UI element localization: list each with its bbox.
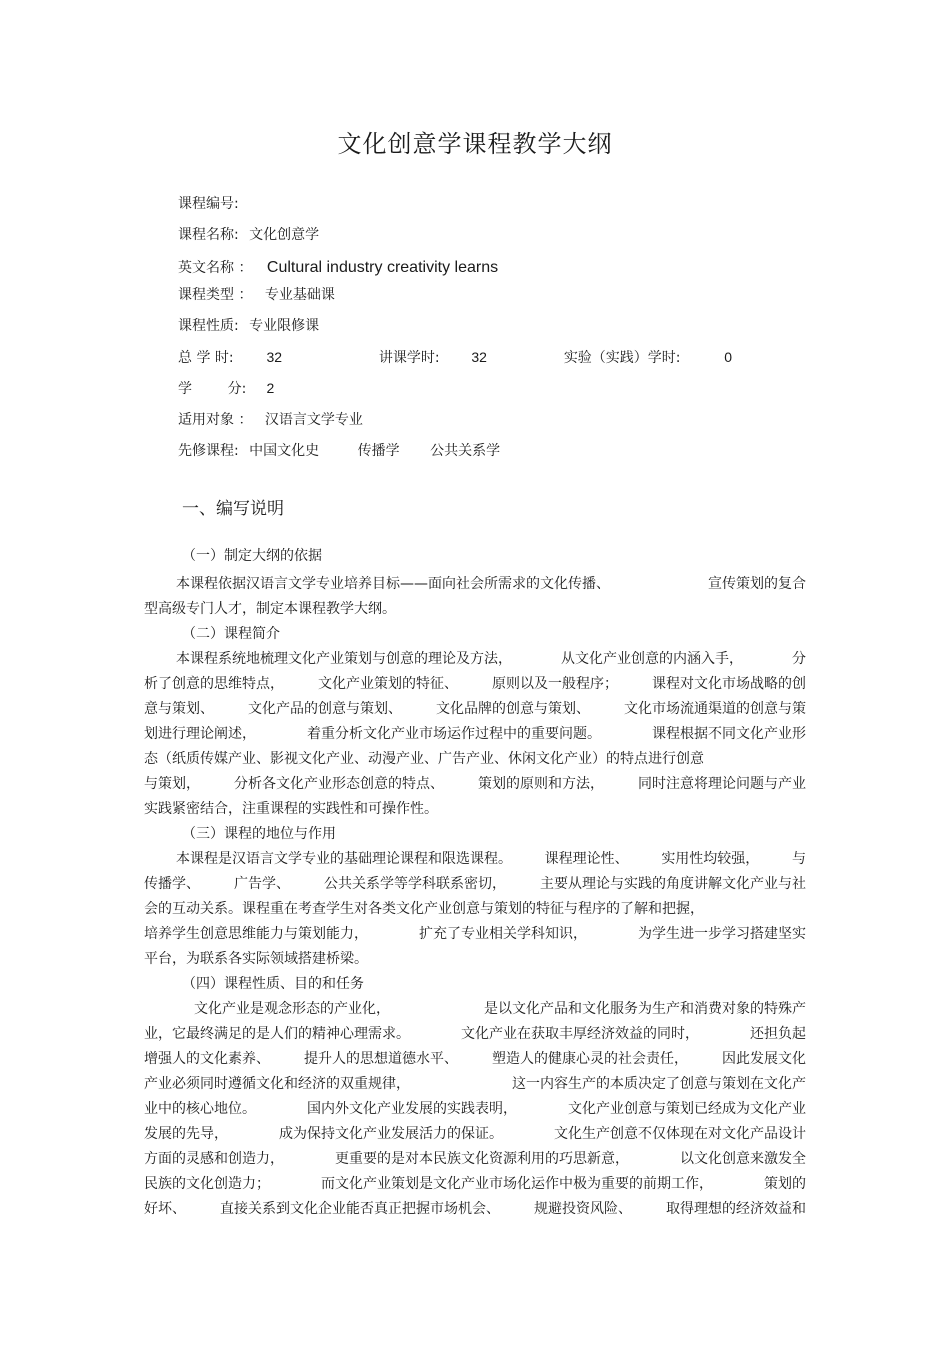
course-type-row <box>178 285 335 305</box>
text-segment: 文化产业是观念形态的产业化， <box>194 1001 390 1017</box>
text-segment: 发展的先导， <box>144 1126 228 1142</box>
text-segment: 策划的 <box>764 1176 806 1192</box>
text-segment: 为学生进一步学习搭建坚实 <box>638 926 806 942</box>
text-segment: 同时注意将理论问题与产业 <box>638 776 806 792</box>
text-line <box>144 774 806 794</box>
text-segment: 从文化产业创意的内涵入手， <box>561 651 743 667</box>
text-segment: 产业必须同时遵循文化和经济的双重规律， <box>144 1076 410 1092</box>
course-nature-row <box>178 316 319 336</box>
text-segment: 划进行理论阐述， <box>144 726 256 742</box>
text-segment: 文化市场流通渠道的创意与策 <box>624 701 806 717</box>
credits-value: 2 <box>266 380 275 396</box>
text-segment: 而文化产业策划是文化产业市场化运作中极为重要的前期工作， <box>321 1176 713 1192</box>
text-line <box>176 574 806 594</box>
lab-hours-label: 实验（实践）学时: <box>563 350 681 366</box>
text-segment: 业中的核心地位。 <box>144 1101 256 1117</box>
text-segment: 文化产品的创意与策划、 <box>248 701 402 717</box>
text-segment: 意与策划、 <box>144 701 214 717</box>
prerequisite-item: 公共关系学 <box>430 443 501 459</box>
text-segment: 因此发展文化 <box>722 1051 806 1067</box>
english-name-row <box>178 258 498 278</box>
course-code-label: 课程编号: <box>178 196 239 212</box>
english-name-value: Cultural industry creativity learns <box>266 259 499 276</box>
audience-row <box>178 410 363 430</box>
text-segment: 文化产业在获取丰厚经济效益的同时， <box>461 1026 699 1042</box>
text-segment: 型高级专门人才，制定本课程教学大纲。 <box>144 601 396 617</box>
text-line <box>176 849 806 869</box>
text-segment: 这一内容生产的本质决定了创意与策划在文化产 <box>512 1076 806 1092</box>
course-type-label: 课程类型 ： <box>178 287 253 303</box>
text-segment: 扩充了专业相关学科知识， <box>419 926 587 942</box>
text-segment: 平台，为联系各实际领域搭建桥梁。 <box>144 951 368 967</box>
text-segment: 文化产业创意与策划已经成为文化产业 <box>568 1101 806 1117</box>
subsection-heading: （三）课程的地位与作用 <box>182 826 336 842</box>
text-line <box>144 749 704 769</box>
prerequisite-item: 中国文化史 <box>249 443 320 459</box>
total-hours-value: 32 <box>266 349 283 365</box>
text-line <box>144 874 806 894</box>
text-segment: 是以文化产品和文化服务为生产和消费对象的特殊产 <box>484 1001 806 1017</box>
text-line <box>144 924 806 944</box>
text-segment: 以文化创意来激发全 <box>680 1151 806 1167</box>
subsection-heading: （一）制定大纲的依据 <box>182 548 322 564</box>
section-heading: 一、编写说明 <box>182 499 284 519</box>
text-segment: 本课程依据汉语言文学专业培养目标——面向社会所需求的文化传播、 <box>176 576 610 592</box>
text-segment: 宣传策划的复合 <box>708 576 806 592</box>
text-line <box>144 1149 806 1169</box>
prerequisites-label: 先修课程: <box>178 443 239 459</box>
audience-label: 适用对象 ： <box>178 412 253 428</box>
prerequisites-row <box>178 441 500 461</box>
text-segment: 公共关系学等学科联系密切， <box>324 876 506 892</box>
text-line <box>176 649 806 669</box>
credits-row <box>178 378 274 398</box>
text-segment: 与 <box>791 851 806 867</box>
text-line <box>144 699 806 719</box>
text-segment: 民族的文化创造力； <box>144 1176 270 1192</box>
text-segment: 策划的原则和方法， <box>478 776 604 792</box>
text-line <box>144 1124 806 1144</box>
text-segment: 方面的灵感和创造力， <box>144 1151 284 1167</box>
document-title: 文化创意学课程教学大纲 <box>337 130 613 158</box>
text-segment: 课程对文化市场战略的创 <box>652 676 806 692</box>
text-segment: 实用性均较强， <box>661 851 760 867</box>
text-segment: 培养学生创意思维能力与策划能力， <box>144 926 368 942</box>
course-name-row <box>178 225 319 245</box>
course-type-value: 专业基础课 <box>264 287 335 303</box>
text-segment: 态（纸质传媒产业、影视文化产业、动漫产业、广告产业、休闲文化产业）的特点进行创意 <box>144 751 704 767</box>
course-name-value: 文化创意学 <box>249 227 320 243</box>
text-segment: 还担负起 <box>750 1026 806 1042</box>
text-line <box>144 899 704 919</box>
text-line <box>194 999 806 1019</box>
text-segment: 实践紧密结合，注重课程的实践性和可操作性。 <box>144 801 438 817</box>
text-segment: 广告学、 <box>234 876 290 892</box>
text-line <box>144 799 438 819</box>
text-segment: 传播学、 <box>144 876 200 892</box>
prerequisite-item: 传播学 <box>357 443 400 459</box>
credits-label: 学 分: <box>178 381 247 397</box>
text-segment: 着重分析文化产业市场运作过程中的重要问题。 <box>307 726 601 742</box>
text-segment: 取得理想的经济效益和 <box>666 1201 806 1217</box>
text-segment: 主要从理论与实践的角度讲解文化产业与社 <box>540 876 806 892</box>
text-segment: 析了创意的思维特点， <box>144 676 284 692</box>
lecture-hours-value: 32 <box>471 349 487 365</box>
text-segment: 业，它最终满足的是人们的精神心理需求。 <box>144 1026 410 1042</box>
text-segment: 直接关系到文化企业能否真正把握市场机会、 <box>220 1201 500 1217</box>
text-line <box>144 1049 806 1069</box>
text-segment: 文化生产创意不仅体现在对文化产品设计 <box>554 1126 806 1142</box>
text-segment: 国内外文化产业发展的实践表明， <box>307 1101 517 1117</box>
text-segment: 塑造人的健康心灵的社会责任， <box>492 1051 688 1067</box>
course-name-label: 课程名称: <box>178 227 239 243</box>
text-segment: 更重要的是对本民族文化资源利用的巧思新意， <box>335 1151 629 1167</box>
text-line <box>144 674 806 694</box>
audience-value: 汉语言文学专业 <box>264 412 363 428</box>
text-segment: 增强人的文化素养、 <box>144 1051 270 1067</box>
subsection-heading: （四）课程性质、目的和任务 <box>182 976 364 992</box>
course-code-row <box>178 194 239 214</box>
text-line <box>144 1099 806 1119</box>
text-line <box>144 724 806 744</box>
total-hours-label: 总 学 时: <box>178 350 234 366</box>
lab-hours-value: 0 <box>724 349 733 365</box>
english-name-label: 英文名称 ： <box>178 260 253 276</box>
text-line <box>144 1199 806 1219</box>
text-line <box>144 1074 806 1094</box>
text-segment: 规避投资风险、 <box>534 1201 632 1217</box>
text-segment: 分 <box>792 651 806 667</box>
text-segment: 成为保持文化产业发展活力的保证。 <box>279 1126 503 1142</box>
text-segment: 好坏、 <box>144 1201 186 1217</box>
text-segment: 原则以及一般程序； <box>492 676 618 692</box>
text-line <box>144 1174 806 1194</box>
text-line <box>144 949 368 969</box>
lecture-hours-label: 讲课学时: <box>378 350 440 366</box>
text-segment: 本课程系统地梳理文化产业策划与创意的理论及方法， <box>176 651 512 667</box>
course-nature-value: 专业限修课 <box>249 318 320 334</box>
text-segment: 与策划， <box>144 776 200 792</box>
hours-row <box>178 347 732 367</box>
text-segment: 课程理论性、 <box>544 851 629 867</box>
text-segment: 分析各文化产业形态创意的特点、 <box>234 776 444 792</box>
text-line <box>144 599 396 619</box>
text-segment: 本课程是汉语言文学专业的基础理论课程和限选课程。 <box>176 851 512 867</box>
subsection-heading: （二）课程简介 <box>182 626 280 642</box>
text-segment: 文化产业策划的特征、 <box>318 676 458 692</box>
text-segment: 会的互动关系。课程重在考查学生对各类文化产业创意与策划的特征与程序的了解和把握， <box>144 901 704 917</box>
text-segment: 课程根据不同文化产业形 <box>652 726 806 742</box>
text-line <box>144 1024 806 1044</box>
course-nature-label: 课程性质: <box>178 318 239 334</box>
text-segment: 文化品牌的创意与策划、 <box>436 701 590 717</box>
text-segment: 提升人的思想道德水平、 <box>304 1051 458 1067</box>
